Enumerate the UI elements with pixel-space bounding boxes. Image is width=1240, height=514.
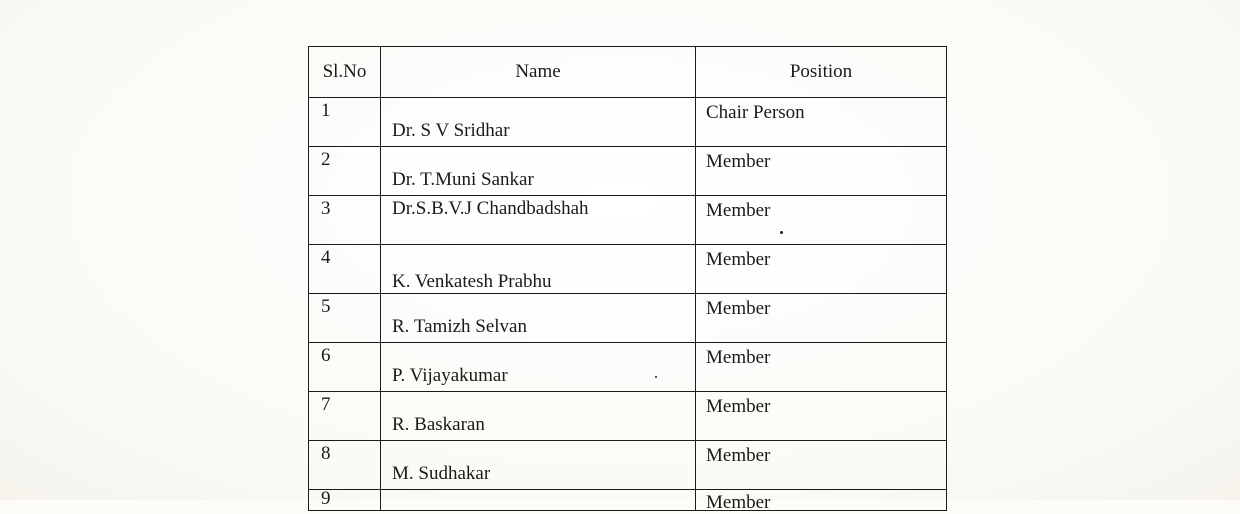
table-row — [309, 98, 947, 147]
member-position: Member — [706, 200, 771, 221]
member-position: Member — [706, 151, 771, 172]
member-name: Dr. T.Muni Sankar — [392, 169, 534, 190]
table-row — [309, 490, 947, 511]
member-name: K. Venkatesh Prabhu — [392, 271, 552, 292]
member-name: Dr. S V Sridhar — [392, 120, 510, 141]
member-position: Member — [706, 298, 771, 319]
table-row — [309, 294, 947, 343]
table-row — [309, 196, 947, 245]
row-number: 6 — [321, 345, 331, 366]
header-position: Position — [696, 47, 947, 98]
member-name: R. Tamizh Selvan — [392, 316, 527, 337]
header-name: Name — [381, 47, 696, 98]
row-number: 3 — [321, 198, 331, 219]
committee-members-table — [308, 46, 947, 511]
header-sl-no: Sl.No — [309, 47, 381, 98]
row-number: 8 — [321, 443, 331, 464]
member-position: Member — [706, 396, 771, 417]
member-name: M. Sudhakar — [392, 463, 491, 484]
member-name: P. Vijayakumar — [392, 365, 508, 386]
table-header-row — [309, 47, 947, 98]
table-row — [309, 441, 947, 490]
member-position: Chair Person — [706, 102, 805, 123]
row-number: 4 — [321, 247, 331, 268]
row-number: 9 — [321, 488, 331, 509]
member-position: Member — [706, 492, 771, 513]
member-position: Member — [706, 347, 771, 368]
row-number: 2 — [321, 149, 331, 170]
row-number: 7 — [321, 394, 331, 415]
table-row — [309, 343, 947, 392]
member-name: R. Baskaran — [392, 414, 485, 435]
member-name: Dr.S.B.V.J Chandbadshah — [392, 198, 589, 219]
member-position: Member — [706, 445, 771, 466]
member-position: Member — [706, 249, 771, 270]
table-row — [309, 245, 947, 294]
table-row — [309, 147, 947, 196]
row-number: 1 — [321, 100, 331, 121]
row-number: 5 — [321, 296, 331, 317]
table-row — [309, 392, 947, 441]
